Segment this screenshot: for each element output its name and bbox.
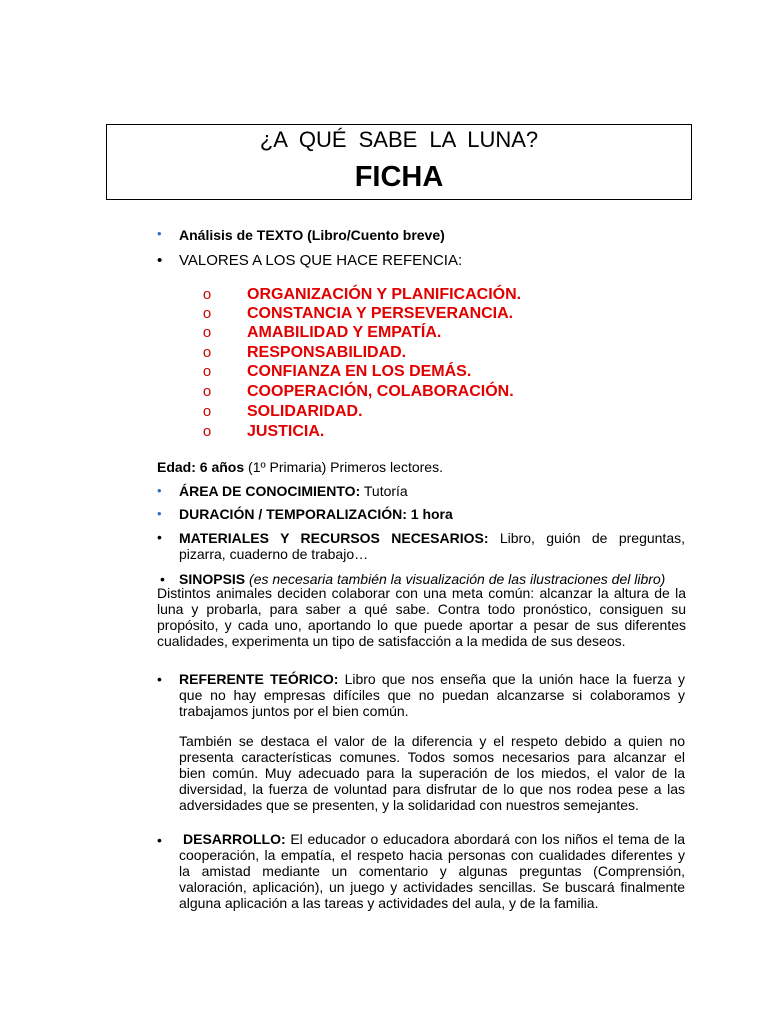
desarrollo-block: [179, 831, 685, 911]
area-label: ÁREA DE CONOCIMIENTO:: [179, 483, 361, 499]
desarrollo-line: valoración, aplicación), un juego y actividades sencillas. Se buscará finalmente: [179, 879, 685, 895]
valor-item: AMABILIDAD Y EMPATÍA.: [247, 324, 442, 341]
desarrollo-line: la amistad mediante un comentario y algunas preguntas (Comprensión,: [179, 863, 685, 879]
valor-item: CONSTANCIA Y PERSEVERANCIA.: [247, 305, 514, 322]
bullet-icon: •: [157, 506, 162, 521]
referente-line: bien común. Muy adecuado para la superación de los miedos, el valor de la: [179, 765, 685, 781]
circle-bullet-icon: o: [202, 344, 212, 361]
area-line: [179, 483, 408, 499]
circle-bullet-icon: o: [202, 324, 212, 341]
bullet-icon: •: [157, 671, 162, 687]
circle-bullet-icon: o: [202, 305, 212, 322]
sinopsis-label: SINOPSIS: [179, 571, 246, 587]
referente-block: [179, 671, 685, 719]
desarrollo-line: alguna aplicación a las tareas y actividades del aula, y de la familia.: [179, 895, 599, 911]
bullet-icon: •: [157, 252, 163, 269]
desarrollo-label: DESARROLLO:: [183, 831, 286, 847]
bullet-icon: •: [157, 529, 162, 545]
document-subtitle: FICHA: [354, 161, 444, 193]
referente-paragraph-2: [179, 733, 685, 813]
referente-text: Libro que nos enseña que la unión hace la fuerza y: [338, 671, 685, 687]
analisis-text: Análisis de TEXTO (Libro/Cuento breve): [179, 227, 445, 243]
valor-item: ORGANIZACIÓN Y PLANIFICACIÓN.: [247, 286, 522, 303]
desarrollo-line: cooperación, la empatía, el respeto hacia personas con cualidades diferentes y: [179, 847, 685, 863]
sinopsis-line: Distintos animales deciden colaborar con una meta común: alcanzar la altura de la: [157, 585, 686, 601]
referente-line: También se destaca el valor de la diferencia y el respeto debido a quien no: [179, 733, 685, 749]
referente-label: REFERENTE TEÓRICO:: [179, 671, 339, 687]
valor-item: COOPERACIÓN, COLABORACIÓN.: [247, 383, 514, 400]
valor-item: SOLIDARIDAD.: [247, 403, 363, 420]
sinopsis-note: (es necesaria también la visualización de las ilustraciones del libro): [249, 571, 666, 587]
valor-item: RESPONSABILIDAD.: [247, 344, 407, 361]
sinopsis-line: propósito, y cada uno, aportando lo que puede aportar a pesar de sus diferentes: [157, 617, 686, 633]
edad-line: [157, 459, 443, 475]
desarrollo-text: El educador o educadora abordará con los niños el tema de la: [285, 831, 685, 847]
duracion-label: DURACIÓN / TEMPORALIZACIÓN: 1 hora: [179, 506, 453, 522]
document-title: ¿A QUÉ SABE LA LUNA?: [259, 127, 539, 152]
referente-line: presenta características comunes. Todos somos necesarios para alcanzar el: [179, 749, 685, 765]
valor-item: JUSTICIA.: [247, 423, 325, 440]
referente-line: trabajamos juntos por el bien común.: [179, 703, 409, 719]
materiales-block: [179, 530, 685, 562]
sinopsis-text: [157, 585, 686, 649]
edad-label: Edad: 6 años: [157, 459, 245, 475]
referente-line: que no hay empresas difíciles que no puedan alcanzarse si colaboramos y: [179, 687, 685, 703]
circle-bullet-icon: o: [202, 403, 212, 420]
circle-bullet-icon: o: [202, 286, 212, 303]
materiales-label: MATERIALES Y RECURSOS NECESARIOS:: [179, 530, 489, 546]
materiales-text: pizarra, cuaderno de trabajo…: [179, 546, 369, 562]
bullet-icon: •: [157, 832, 162, 848]
circle-bullet-icon: o: [202, 423, 212, 440]
valores-heading: VALORES A LOS QUE HACE REFENCIA:: [179, 252, 463, 269]
valor-item: CONFIANZA EN LOS DEMÁS.: [247, 363, 472, 380]
circle-bullet-icon: o: [202, 363, 212, 380]
referente-line: diversidad, la fuerza de voluntad para disfrutar de lo que nos rodea pese a las: [179, 781, 685, 797]
bullet-icon: •: [157, 483, 162, 498]
sinopsis-line: cualidades, experimenta un tipo de satisfacción a la medida de sus deseos.: [157, 633, 626, 649]
area-value: Tutoría: [360, 483, 408, 499]
sinopsis-line: luna y probarla, para saber a qué sabe. Contra todo pronóstico, consiguen su: [157, 601, 686, 617]
bullet-icon: •: [160, 571, 165, 587]
materiales-text: Libro, guión de preguntas,: [499, 530, 685, 546]
circle-bullet-icon: o: [202, 383, 212, 400]
referente-line: adversidades que se presenten, y la solidaridad con nuestros semejantes.: [179, 797, 639, 813]
title-box: [106, 124, 692, 200]
edad-value: (1º Primaria) Primeros lectores.: [244, 459, 443, 475]
bullet-icon: •: [157, 226, 162, 241]
